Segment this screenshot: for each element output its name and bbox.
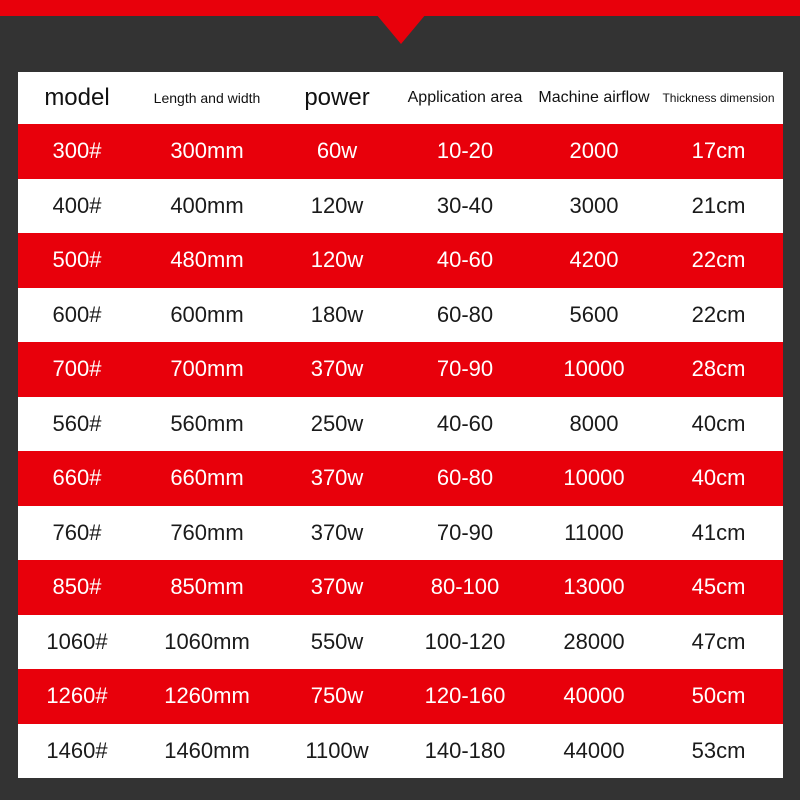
cell-machine-airflow: 10000 xyxy=(563,465,625,491)
table-body xyxy=(18,124,783,778)
cell-power: 120w xyxy=(310,192,364,218)
cell-thickness: 40cm xyxy=(691,465,746,491)
cell-application-area: 60-80 xyxy=(436,465,494,491)
cell-length-width: 660mm xyxy=(170,465,244,491)
cell-power: 180w xyxy=(310,301,364,327)
cell-machine-airflow: 5600 xyxy=(569,301,619,327)
cell-power: 60w xyxy=(316,138,358,164)
cell-power: 370w xyxy=(310,465,364,491)
cell-model: 760# xyxy=(52,519,102,545)
header-power: power xyxy=(304,84,370,111)
cell-application-area: 40-60 xyxy=(436,410,494,436)
cell-thickness: 47cm xyxy=(691,628,746,654)
top-notch-arrow xyxy=(376,14,426,44)
cell-thickness: 53cm xyxy=(691,737,746,763)
cell-length-width: 600mm xyxy=(170,301,244,327)
table-row xyxy=(18,397,783,452)
table-row xyxy=(18,451,783,506)
cell-thickness: 41cm xyxy=(691,519,746,545)
cell-application-area: 80-100 xyxy=(430,574,500,600)
cell-thickness: 50cm xyxy=(691,683,746,709)
cell-model: 1060# xyxy=(46,628,108,654)
cell-thickness: 45cm xyxy=(691,574,746,600)
table-row xyxy=(18,288,783,343)
cell-application-area: 120-160 xyxy=(424,683,506,709)
cell-model: 560# xyxy=(52,410,102,436)
table-row xyxy=(18,233,783,288)
cell-machine-airflow: 40000 xyxy=(563,683,625,709)
cell-model: 600# xyxy=(52,301,102,327)
cell-application-area: 40-60 xyxy=(436,247,494,273)
cell-machine-airflow: 11000 xyxy=(564,519,624,545)
cell-length-width: 300mm xyxy=(170,138,244,164)
cell-model: 660# xyxy=(52,465,102,491)
cell-model: 300# xyxy=(52,138,102,164)
cell-application-area: 10-20 xyxy=(436,138,494,164)
cell-length-width: 700mm xyxy=(170,356,244,382)
cell-power: 250w xyxy=(310,410,364,436)
cell-length-width: 1260mm xyxy=(164,683,250,709)
table-row xyxy=(18,615,783,670)
cell-machine-airflow: 28000 xyxy=(563,628,625,654)
table-row xyxy=(18,342,783,397)
cell-thickness: 17cm xyxy=(691,138,746,164)
cell-length-width: 760mm xyxy=(170,519,244,545)
cell-application-area: 70-90 xyxy=(436,356,494,382)
cell-power: 370w xyxy=(310,356,364,382)
cell-application-area: 70-90 xyxy=(436,519,494,545)
table-row xyxy=(18,560,783,615)
table-row xyxy=(18,506,783,561)
header-thickness: Thickness dimension xyxy=(662,91,775,105)
header-application-area: Application area xyxy=(407,89,523,106)
cell-power: 550w xyxy=(310,628,364,654)
cell-thickness: 22cm xyxy=(691,247,746,273)
cell-length-width: 480mm xyxy=(170,247,244,273)
cell-model: 700# xyxy=(52,356,102,382)
cell-model: 1260# xyxy=(46,683,108,709)
cell-length-width: 560mm xyxy=(170,410,244,436)
cell-machine-airflow: 44000 xyxy=(563,737,625,763)
cell-application-area: 30-40 xyxy=(436,192,494,218)
cell-length-width: 850mm xyxy=(170,574,244,600)
cell-thickness: 40cm xyxy=(691,410,746,436)
cell-machine-airflow: 4200 xyxy=(569,247,619,273)
cell-machine-airflow: 8000 xyxy=(569,410,619,436)
cell-machine-airflow: 13000 xyxy=(563,574,625,600)
cell-model: 850# xyxy=(52,574,102,600)
table-header-row xyxy=(18,72,783,124)
cell-thickness: 22cm xyxy=(691,301,746,327)
cell-power: 1100w xyxy=(305,737,369,763)
cell-model: 500# xyxy=(52,247,102,273)
cell-length-width: 400mm xyxy=(170,192,244,218)
cell-length-width: 1060mm xyxy=(164,628,250,654)
cell-power: 120w xyxy=(310,247,364,273)
cell-power: 370w xyxy=(310,519,364,545)
table-row xyxy=(18,179,783,234)
cell-model: 1460# xyxy=(46,737,108,763)
table-row xyxy=(18,724,783,779)
cell-machine-airflow: 10000 xyxy=(563,356,625,382)
table-row xyxy=(18,124,783,179)
header-machine-airflow: Machine airflow xyxy=(538,89,650,106)
cell-thickness: 28cm xyxy=(691,356,746,382)
cell-model: 400# xyxy=(52,192,102,218)
table-row xyxy=(18,669,783,724)
cell-application-area: 60-80 xyxy=(436,301,494,327)
cell-length-width: 1460mm xyxy=(164,737,250,763)
header-length-width: Length and width xyxy=(153,90,261,106)
specification-table xyxy=(18,72,783,778)
cell-thickness: 21cm xyxy=(691,192,746,218)
header-model: model xyxy=(44,84,110,111)
cell-machine-airflow: 3000 xyxy=(569,192,619,218)
cell-machine-airflow: 2000 xyxy=(569,138,619,164)
cell-application-area: 100-120 xyxy=(424,628,506,654)
cell-power: 370w xyxy=(310,574,364,600)
cell-application-area: 140-180 xyxy=(424,737,506,763)
cell-power: 750w xyxy=(310,683,364,709)
